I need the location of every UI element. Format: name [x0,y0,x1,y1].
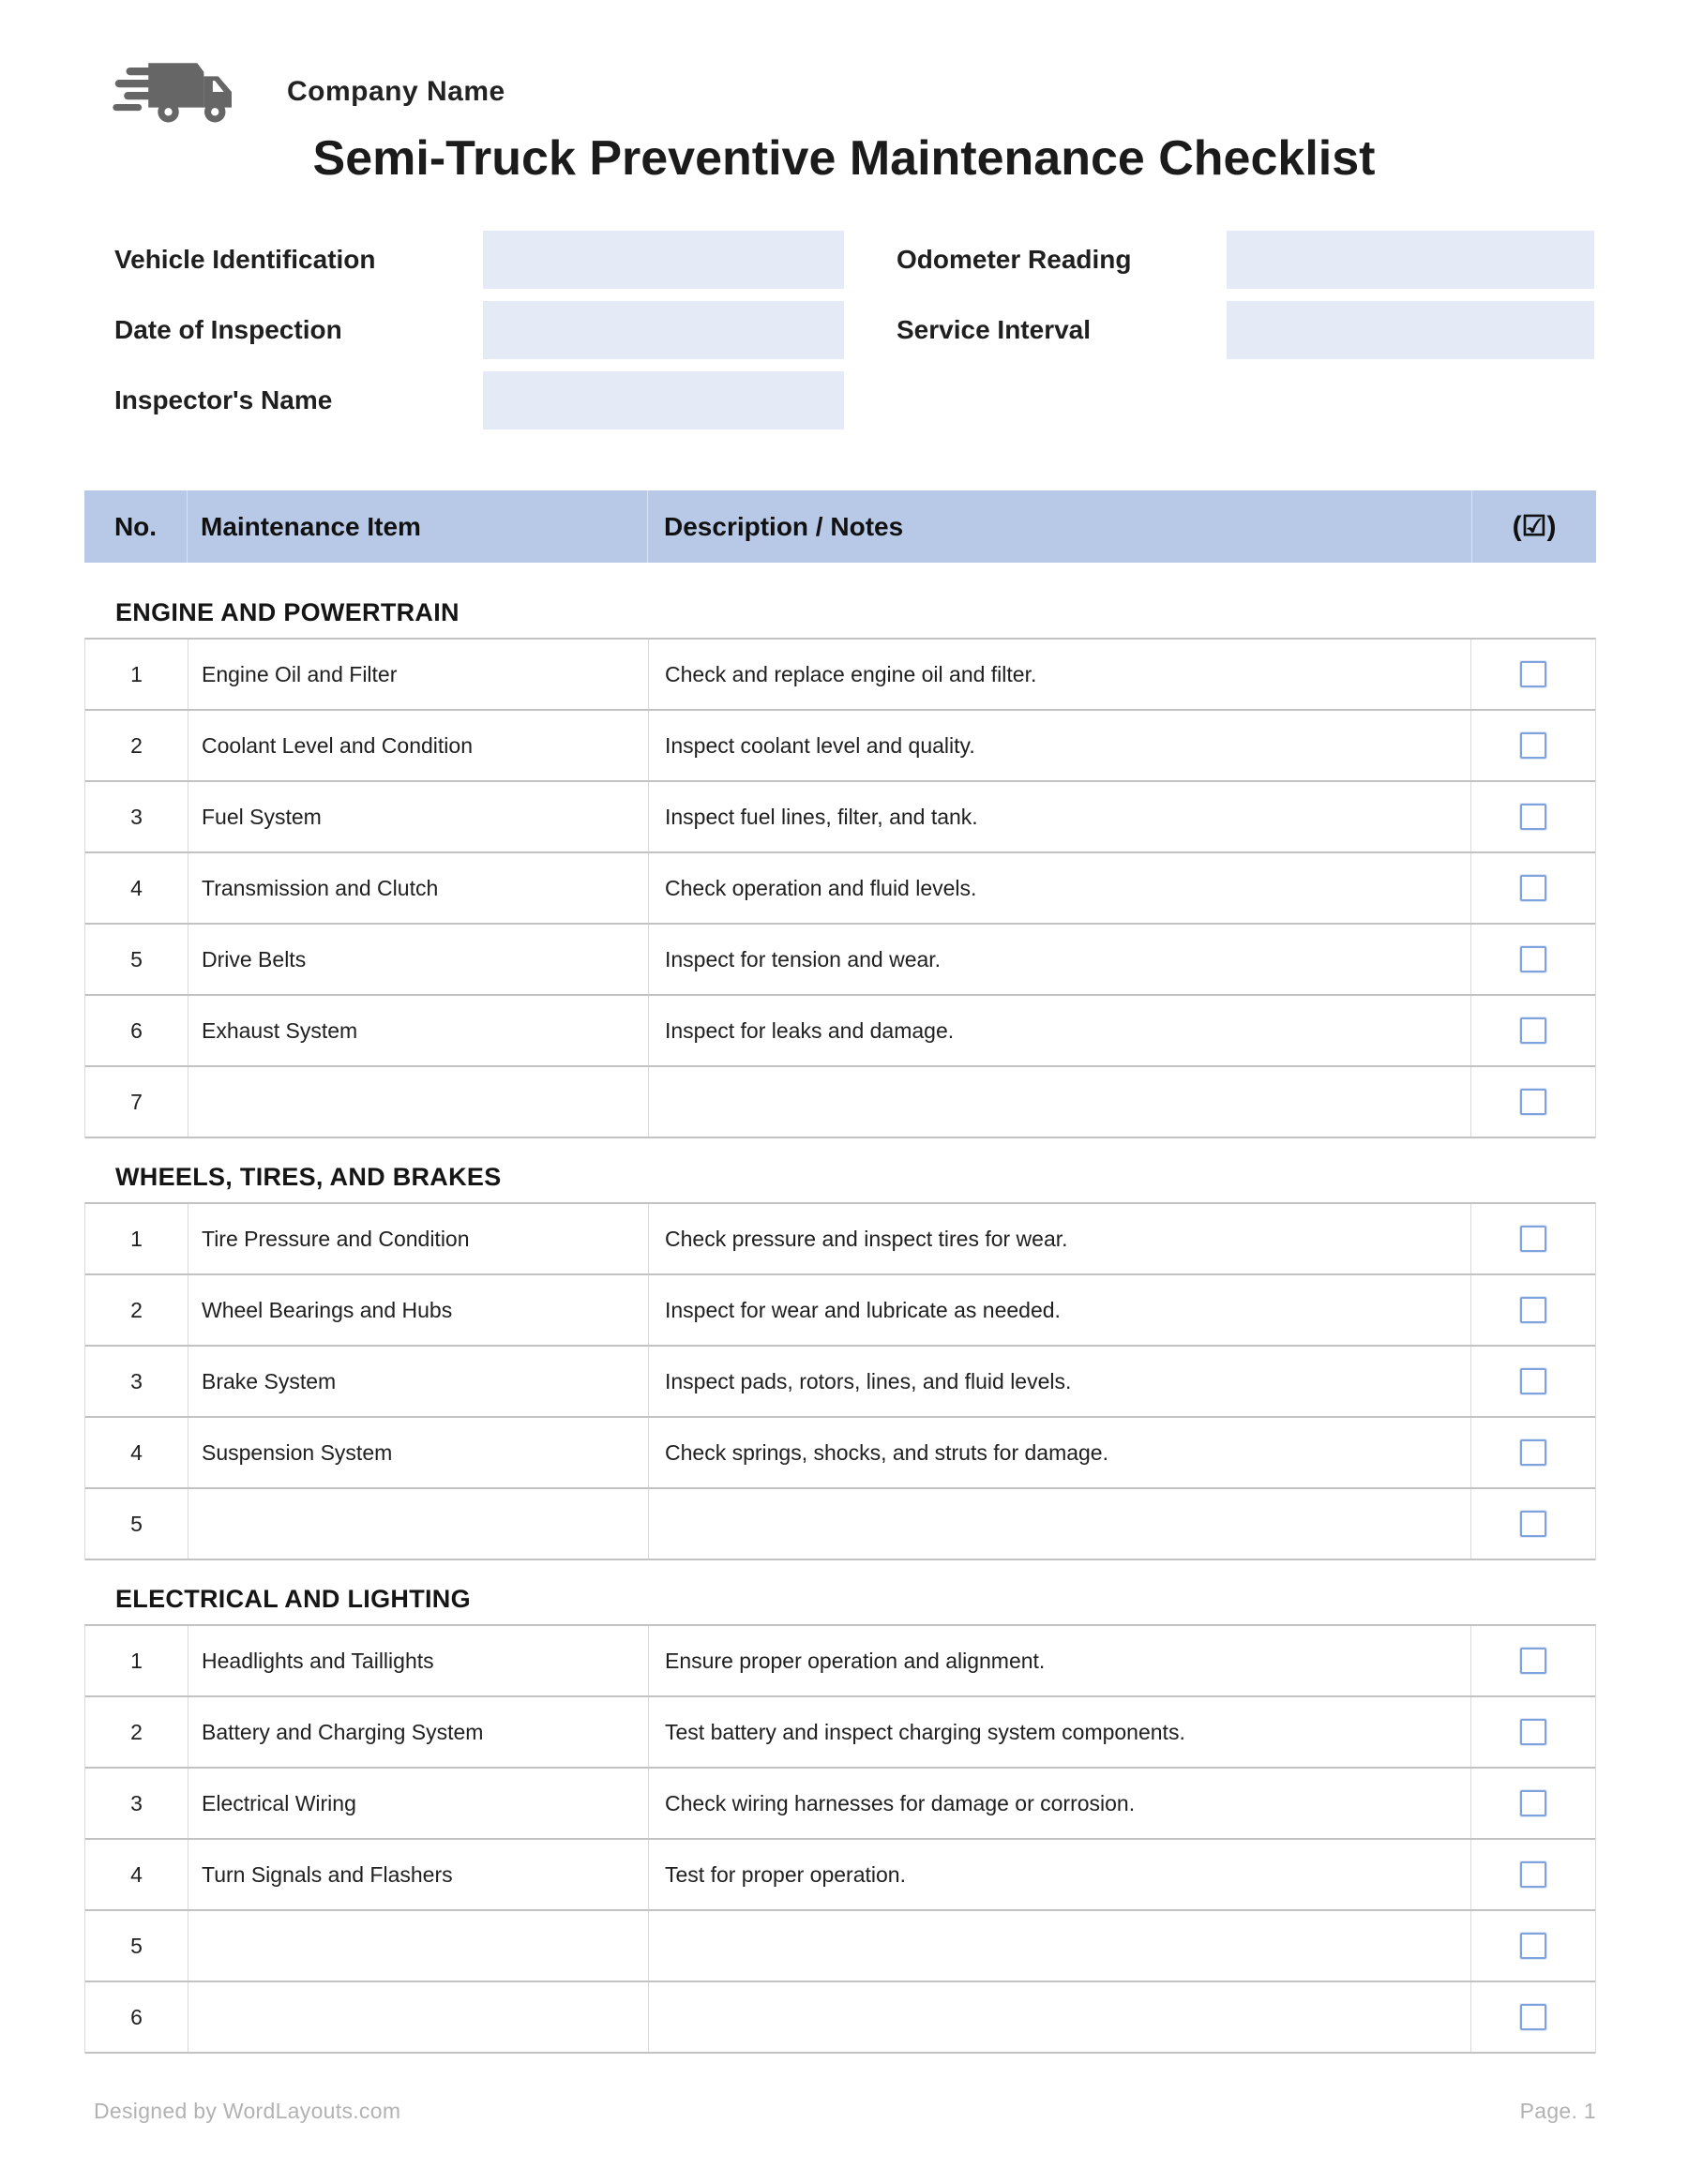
row-number: 5 [85,925,188,994]
section-heading: WHEELS, TIRES, AND BRAKES [115,1163,502,1192]
row-checkbox[interactable] [1520,1439,1546,1466]
table-row [85,1067,1595,1138]
checkbox-cell [1471,996,1595,1065]
row-number: 7 [85,1067,188,1137]
description-cell: Inspect for wear and lubricate as needed. [649,1275,1471,1345]
section-wheels-tires-brakes [84,1163,1596,1560]
maintenance-item-cell: Transmission and Clutch [188,853,649,923]
row-checkbox[interactable] [1520,661,1546,687]
maintenance-item-cell: Fuel System [188,782,649,851]
maintenance-item-cell [188,1982,649,2052]
row-number: 3 [85,782,188,851]
maintenance-item-cell: Brake System [188,1347,649,1416]
inspector-name-label: Inspector's Name [114,385,333,415]
maintenance-item-cell: Turn Signals and Flashers [188,1840,649,1909]
inspector-name-input[interactable] [483,371,844,429]
table-row [85,1840,1595,1911]
company-name: Company Name [287,76,505,107]
checkbox-cell [1471,1347,1595,1416]
checkbox-cell [1471,1204,1595,1273]
description-cell: Check wiring harnesses for damage or corrosion. [649,1769,1471,1838]
page-title: Semi-Truck Preventive Maintenance Checklist [312,131,1376,186]
checkbox-cell [1471,1418,1595,1487]
truck-icon [111,56,244,128]
description-cell [649,1489,1471,1559]
description-cell [649,1911,1471,1981]
row-checkbox[interactable] [1520,1648,1546,1674]
row-number: 1 [85,640,188,709]
description-cell: Inspect for leaks and damage. [649,996,1471,1065]
row-number: 2 [85,1697,188,1767]
description-cell: Inspect coolant level and quality. [649,711,1471,780]
table-row [85,1204,1595,1275]
checkbox-cell [1471,1769,1595,1838]
maintenance-item-cell: Tire Pressure and Condition [188,1204,649,1273]
vehicle-identification-label: Vehicle Identification [114,245,376,275]
column-header-item: Maintenance Item [188,490,648,563]
service-interval-input[interactable] [1227,301,1594,359]
checkbox-cell [1471,1067,1595,1137]
table-header-row [84,490,1596,563]
brand-header [0,0,1688,128]
table-row [85,1275,1595,1347]
description-cell: Inspect for tension and wear. [649,925,1471,994]
maintenance-item-cell: Electrical Wiring [188,1769,649,1838]
row-checkbox[interactable] [1520,1017,1546,1044]
maintenance-item-cell: Suspension System [188,1418,649,1487]
description-cell: Test for proper operation. [649,1840,1471,1909]
row-checkbox[interactable] [1520,2004,1546,2030]
maintenance-item-cell: Engine Oil and Filter [188,640,649,709]
footer-credit: Designed by WordLayouts.com [94,2099,401,2123]
row-number: 3 [85,1769,188,1838]
date-of-inspection-label: Date of Inspection [114,315,342,345]
row-number: 6 [85,996,188,1065]
maintenance-item-cell [188,1489,649,1559]
description-cell: Ensure proper operation and alignment. [649,1626,1471,1695]
table-row [85,1418,1595,1489]
row-checkbox[interactable] [1520,1719,1546,1745]
row-checkbox[interactable] [1520,1511,1546,1537]
description-cell: Check and replace engine oil and filter. [649,640,1471,709]
checkbox-cell [1471,711,1595,780]
row-checkbox[interactable] [1520,732,1546,759]
maintenance-item-cell: Drive Belts [188,925,649,994]
row-checkbox[interactable] [1520,1861,1546,1888]
table-row [85,1911,1595,1982]
checklist-table [84,490,1596,2054]
maintenance-item-cell: Coolant Level and Condition [188,711,649,780]
checkbox-cell [1471,1982,1595,2052]
row-number: 4 [85,1418,188,1487]
checkbox-cell [1471,1840,1595,1909]
row-checkbox[interactable] [1520,1933,1546,1959]
description-cell [649,1067,1471,1137]
column-header-notes: Description / Notes [648,490,1472,563]
table-row [85,1347,1595,1418]
checkbox-cell [1471,1911,1595,1981]
table-row [85,711,1595,782]
row-checkbox[interactable] [1520,1368,1546,1394]
section-rows [84,1202,1596,1560]
table-row [85,853,1595,925]
odometer-reading-input[interactable] [1227,231,1594,289]
date-of-inspection-input[interactable] [483,301,844,359]
checkbox-cell [1471,925,1595,994]
description-cell: Check pressure and inspect tires for wear. [649,1204,1471,1273]
section-engine-and-powertrain [84,598,1596,1138]
column-header-no: No. [84,490,188,563]
checkbox-cell [1471,1626,1595,1695]
row-checkbox[interactable] [1520,804,1546,830]
inspection-info-form [114,231,1688,429]
section-heading: ELECTRICAL AND LIGHTING [115,1585,471,1614]
table-row [85,996,1595,1067]
section-rows [84,1624,1596,2054]
row-checkbox[interactable] [1520,1790,1546,1816]
checkbox-cell [1471,782,1595,851]
maintenance-item-cell: Exhaust System [188,996,649,1065]
description-cell: Inspect pads, rotors, lines, and fluid levels. [649,1347,1471,1416]
table-row [85,1697,1595,1769]
row-checkbox[interactable] [1520,1226,1546,1252]
maintenance-item-cell [188,1067,649,1137]
checkbox-cell [1471,640,1595,709]
table-row [85,1626,1595,1697]
row-number: 2 [85,1275,188,1345]
row-number: 4 [85,1840,188,1909]
checkbox-cell [1471,853,1595,923]
row-checkbox[interactable] [1520,1297,1546,1323]
row-number: 3 [85,1347,188,1416]
checkbox-cell [1471,1275,1595,1345]
description-cell [649,1982,1471,2052]
row-number: 4 [85,853,188,923]
row-number: 2 [85,711,188,780]
table-row [85,1982,1595,2054]
footer-page-number: Page. 1 [1519,2099,1596,2123]
table-row [85,925,1595,996]
description-cell: Test battery and inspect charging system components. [649,1697,1471,1767]
section-rows [84,638,1596,1138]
row-checkbox[interactable] [1520,946,1546,972]
row-checkbox[interactable] [1520,1089,1546,1115]
row-number: 5 [85,1489,188,1559]
description-cell: Check springs, shocks, and struts for damage. [649,1418,1471,1487]
description-cell: Check operation and fluid levels. [649,853,1471,923]
vehicle-identification-input[interactable] [483,231,844,289]
checkbox-cell [1471,1489,1595,1559]
maintenance-item-cell: Headlights and Taillights [188,1626,649,1695]
table-row [85,1489,1595,1560]
column-header-checkmark: (☑) [1512,511,1557,543]
section-electrical-and-lighting [84,1585,1596,2054]
maintenance-item-cell [188,1911,649,1981]
section-heading: ENGINE AND POWERTRAIN [115,598,460,627]
table-row [85,640,1595,711]
maintenance-item-cell: Battery and Charging System [188,1697,649,1767]
description-cell: Inspect fuel lines, filter, and tank. [649,782,1471,851]
odometer-reading-label: Odometer Reading [897,245,1132,275]
page-footer [94,2099,1596,2124]
maintenance-item-cell: Wheel Bearings and Hubs [188,1275,649,1345]
row-number: 1 [85,1626,188,1695]
service-interval-label: Service Interval [897,315,1092,345]
row-number: 5 [85,1911,188,1981]
row-number: 6 [85,1982,188,2052]
table-row [85,1769,1595,1840]
checkbox-cell [1471,1697,1595,1767]
table-row [85,782,1595,853]
row-checkbox[interactable] [1520,875,1546,901]
row-number: 1 [85,1204,188,1273]
